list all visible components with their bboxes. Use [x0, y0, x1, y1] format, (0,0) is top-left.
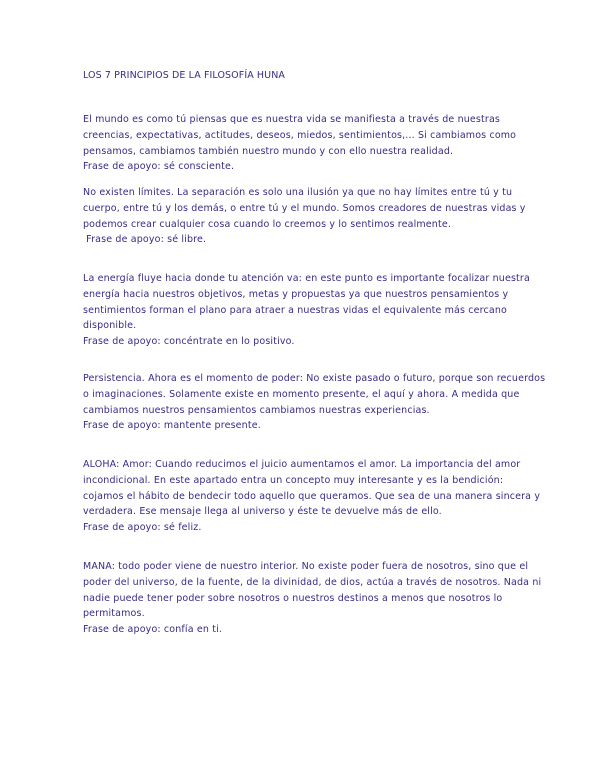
paragraph-line: La energía fluye hacia donde tu atención va: en este punto es importante focalizar nuestra: [83, 273, 530, 284]
paragraph-line: verdadera. Ese mensaje llega al universo y éste te devuelve más de ello.: [83, 506, 442, 518]
paragraph-line: disponible.: [83, 320, 137, 332]
document-title: LOS 7 PRINCIPIOS DE LA FILOSOFÍA HUNA: [83, 70, 286, 81]
paragraph-line: sentimientos forman el plano para atraer a nuestras vidas el equivalente más cercano: [83, 304, 507, 316]
paragraph-line: incondicional. En este apartado entra un concepto muy interesante y es la bendición:: [83, 474, 504, 486]
support-phrase: Frase de apoyo: sé libre.: [83, 234, 207, 246]
principle-1-paragraph: [83, 112, 523, 175]
support-phrase: Frase de apoyo: mantente presente.: [83, 420, 261, 432]
paragraph-line: cambiamos nuestros pensamientos cambiamos nuestras experiencias.: [83, 404, 430, 416]
paragraph-line: Persistencia. Ahora es el momento de poder: No existe pasado o futuro, porque son recuerdos: [83, 373, 546, 384]
paragraph-line: cuerpo, entre tú y los demás, o entre tú y el mundo. Somos creadores de nuestras vidas y: [83, 202, 526, 214]
paragraph-line: energía hacia nuestros objetivos, metas y propuestas ya que nuestros pensamientos y: [83, 288, 509, 300]
support-phrase: Frase de apoyo: concéntrate en lo positivo.: [83, 336, 295, 348]
paragraph-line: MANA: todo poder viene de nuestro interior. No existe poder fuera de nosotros, sino que el: [83, 561, 529, 572]
paragraph-line: No existen límites. La separación es solo una ilusión ya que no hay límites entre tú y tu: [83, 187, 513, 198]
principle-5-paragraph: [83, 457, 541, 536]
paragraph-line: cojamos el hábito de bendecir todo aquello que queramos. Que sea de una manera sincera y: [83, 490, 541, 502]
paragraph-line: creencias, expectativas, actitudes, deseos, miedos, sentimientos,... Si cambiamos como: [83, 129, 517, 141]
paragraph-line: podemos crear cualquier cosa cuando lo creemos y lo sentimos realmente.: [83, 218, 452, 230]
principle-4-paragraph: [83, 371, 546, 434]
paragraph-line: poder del universo, de la fuente, de la divinidad, de dios, actúa a través de nosotros. Nada ni: [83, 576, 542, 588]
principle-2-paragraph: [83, 185, 526, 248]
paragraph-line: pensamos, cambiamos también nuestro mundo y con ello nuestra realidad.: [83, 145, 454, 157]
support-phrase: Frase de apoyo: confía en ti.: [83, 624, 223, 636]
paragraph-line: o imaginaciones. Solamente existe en momento presente, el aquí y ahora. A medida que: [83, 388, 520, 400]
paragraph-line: permitamos.: [83, 608, 145, 620]
support-phrase: Frase de apoyo: sé feliz.: [83, 522, 202, 534]
paragraph-line: nadie puede tener poder sobre nosotros o nuestros destinos a menos que nosotros lo: [83, 592, 503, 604]
paragraph-line: ALOHA: Amor: Cuando reducimos el juicio aumentamos el amor. La importancia del amor: [83, 459, 521, 470]
paragraph-line: El mundo es como tú piensas que es nuestra vida se manifiesta a través de nuestras: [83, 114, 501, 125]
support-phrase: Frase de apoyo: sé consciente.: [83, 161, 235, 173]
principle-3-paragraph: [83, 271, 530, 350]
principle-6-paragraph: [83, 559, 542, 638]
